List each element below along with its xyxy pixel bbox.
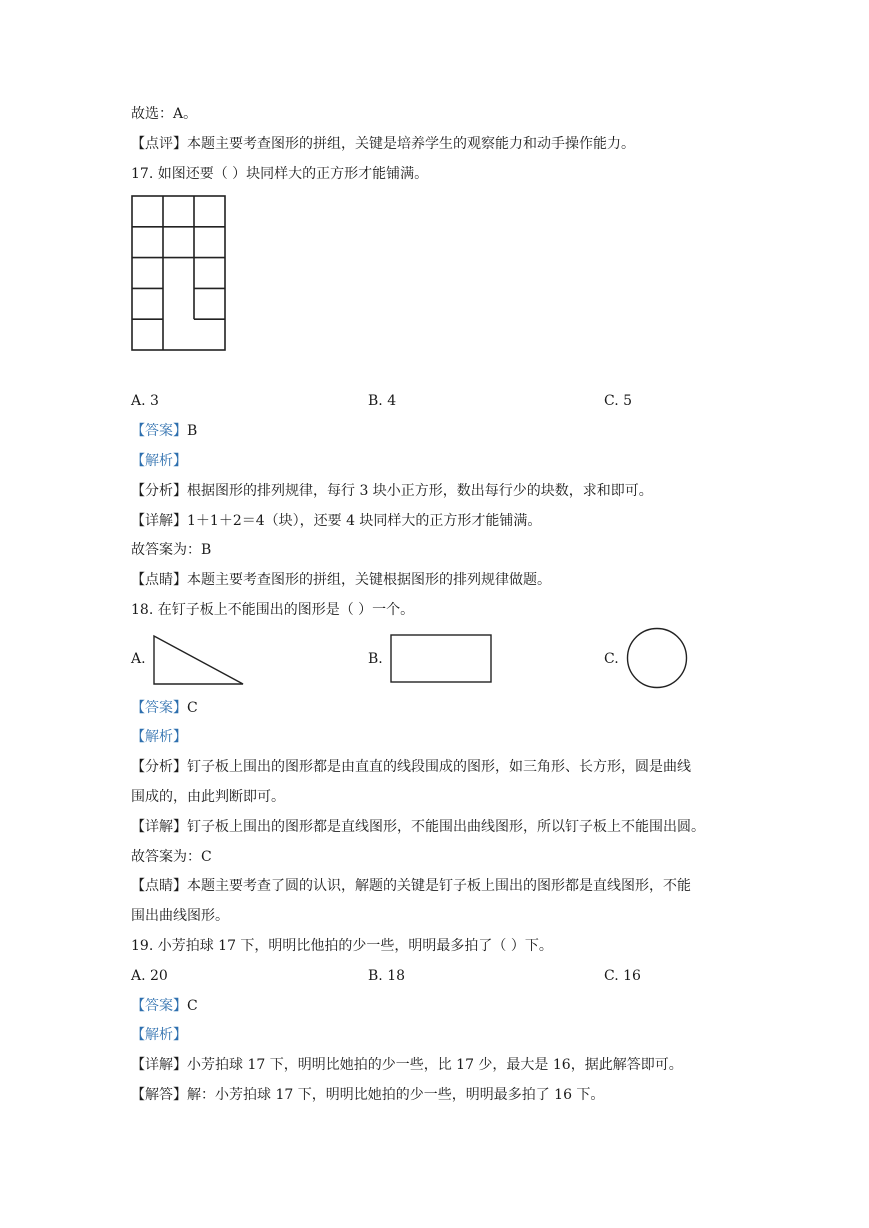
detail-tag: 【详解】 xyxy=(131,819,187,835)
answer-value: C xyxy=(187,998,198,1014)
q18-detail xyxy=(131,817,705,837)
question-17: 17. 如图还要（ ）块同样大的正方形才能铺满。 xyxy=(131,166,429,182)
q18-final-answer: 故答案为：C xyxy=(131,849,212,865)
q19-option-b: B. 18 xyxy=(368,968,406,984)
question-18: 18. 在钉子板上不能围出的图形是（ ）一个。 xyxy=(131,602,415,618)
detail-text: 小芳拍球 17 下，明明比她拍的少一些，比 17 少，最大是 16，据此解答即可。 xyxy=(187,1057,683,1073)
q17-answer xyxy=(131,421,197,441)
q18-analysis xyxy=(131,757,691,777)
circle-shape xyxy=(626,627,690,691)
q17-final-answer: 故答案为：B xyxy=(131,542,212,558)
comment-tag: 【点评】 xyxy=(131,136,187,152)
q17-jiexi: 【解析】 xyxy=(131,453,187,469)
detail-tag: 【详解】 xyxy=(131,1057,187,1073)
analysis-text: 钉子板上围出的图形都是由直直的线段围成的图形，如三角形、长方形，圆是曲线 xyxy=(187,759,691,775)
q18-remark xyxy=(131,876,691,896)
q19-option-a: A. 20 xyxy=(131,968,168,984)
answer-tag: 【答案】 xyxy=(131,998,187,1014)
answer-tag: 【答案】 xyxy=(131,423,187,439)
analysis-tag: 【分析】 xyxy=(131,483,187,499)
q17-option-b: B. 4 xyxy=(368,393,397,409)
right-triangle-shape xyxy=(152,634,246,686)
solution-text: 解：小芳拍球 17 下，明明比她拍的少一些，明明最多拍了 16 下。 xyxy=(187,1087,605,1103)
q17-option-c: C. 5 xyxy=(604,393,633,409)
q17-option-a: A. 3 xyxy=(131,393,159,409)
solution-tag: 【解答】 xyxy=(131,1087,187,1103)
q19-jiexi: 【解析】 xyxy=(131,1027,187,1043)
q19-solution xyxy=(131,1085,604,1105)
comment-line xyxy=(131,134,635,154)
q19-answer xyxy=(131,996,198,1016)
q19-detail xyxy=(131,1055,683,1075)
answer-tag: 【答案】 xyxy=(131,700,187,716)
q17-analysis xyxy=(131,481,653,501)
q17-detail xyxy=(131,511,541,531)
q17-remark xyxy=(131,570,551,590)
remark-tag: 【点睛】 xyxy=(131,572,187,588)
remark-text: 本题主要考查了圆的认识，解题的关键是钉子板上围出的图形都是直线图形，不能 xyxy=(187,878,691,894)
rectangle-shape xyxy=(390,634,493,684)
analysis-tag: 【分析】 xyxy=(131,759,187,775)
q17-grid-figure xyxy=(131,195,227,351)
q19-option-c: C. 16 xyxy=(604,968,641,984)
comment-text: 本题主要考查图形的拼组，关键是培养学生的观察能力和动手操作能力。 xyxy=(187,136,635,152)
remark-tag: 【点睛】 xyxy=(131,878,187,894)
detail-text: 1＋1＋2＝4（块），还要 4 块同样大的正方形才能铺满。 xyxy=(187,513,542,529)
analysis-text: 根据图形的排列规律，每行 3 块小正方形，数出每行少的块数，求和即可。 xyxy=(187,483,653,499)
answer-value: B xyxy=(187,423,198,439)
question-19: 19. 小芳拍球 17 下，明明比他拍的少一些，明明最多拍了（ ）下。 xyxy=(131,938,553,954)
q18-analysis-cont: 围成的，由此判断即可。 xyxy=(131,789,285,805)
q18-answer xyxy=(131,698,198,718)
q18-option-a: A. xyxy=(131,651,146,667)
detail-tag: 【详解】 xyxy=(131,513,187,529)
remark-text: 本题主要考查图形的拼组，关键根据图形的排列规律做题。 xyxy=(187,572,551,588)
q18-option-c: C. xyxy=(604,651,619,667)
answer-value: C xyxy=(187,700,198,716)
detail-text: 钉子板上围出的图形都是直线图形，不能围出曲线图形，所以钉子板上不能围出圆。 xyxy=(187,819,705,835)
q18-jiexi: 【解析】 xyxy=(131,729,187,745)
q18-option-b: B. xyxy=(368,651,383,667)
q18-remark-cont: 围出曲线图形。 xyxy=(131,908,229,924)
conclusion-line: 故选：A。 xyxy=(131,106,198,122)
